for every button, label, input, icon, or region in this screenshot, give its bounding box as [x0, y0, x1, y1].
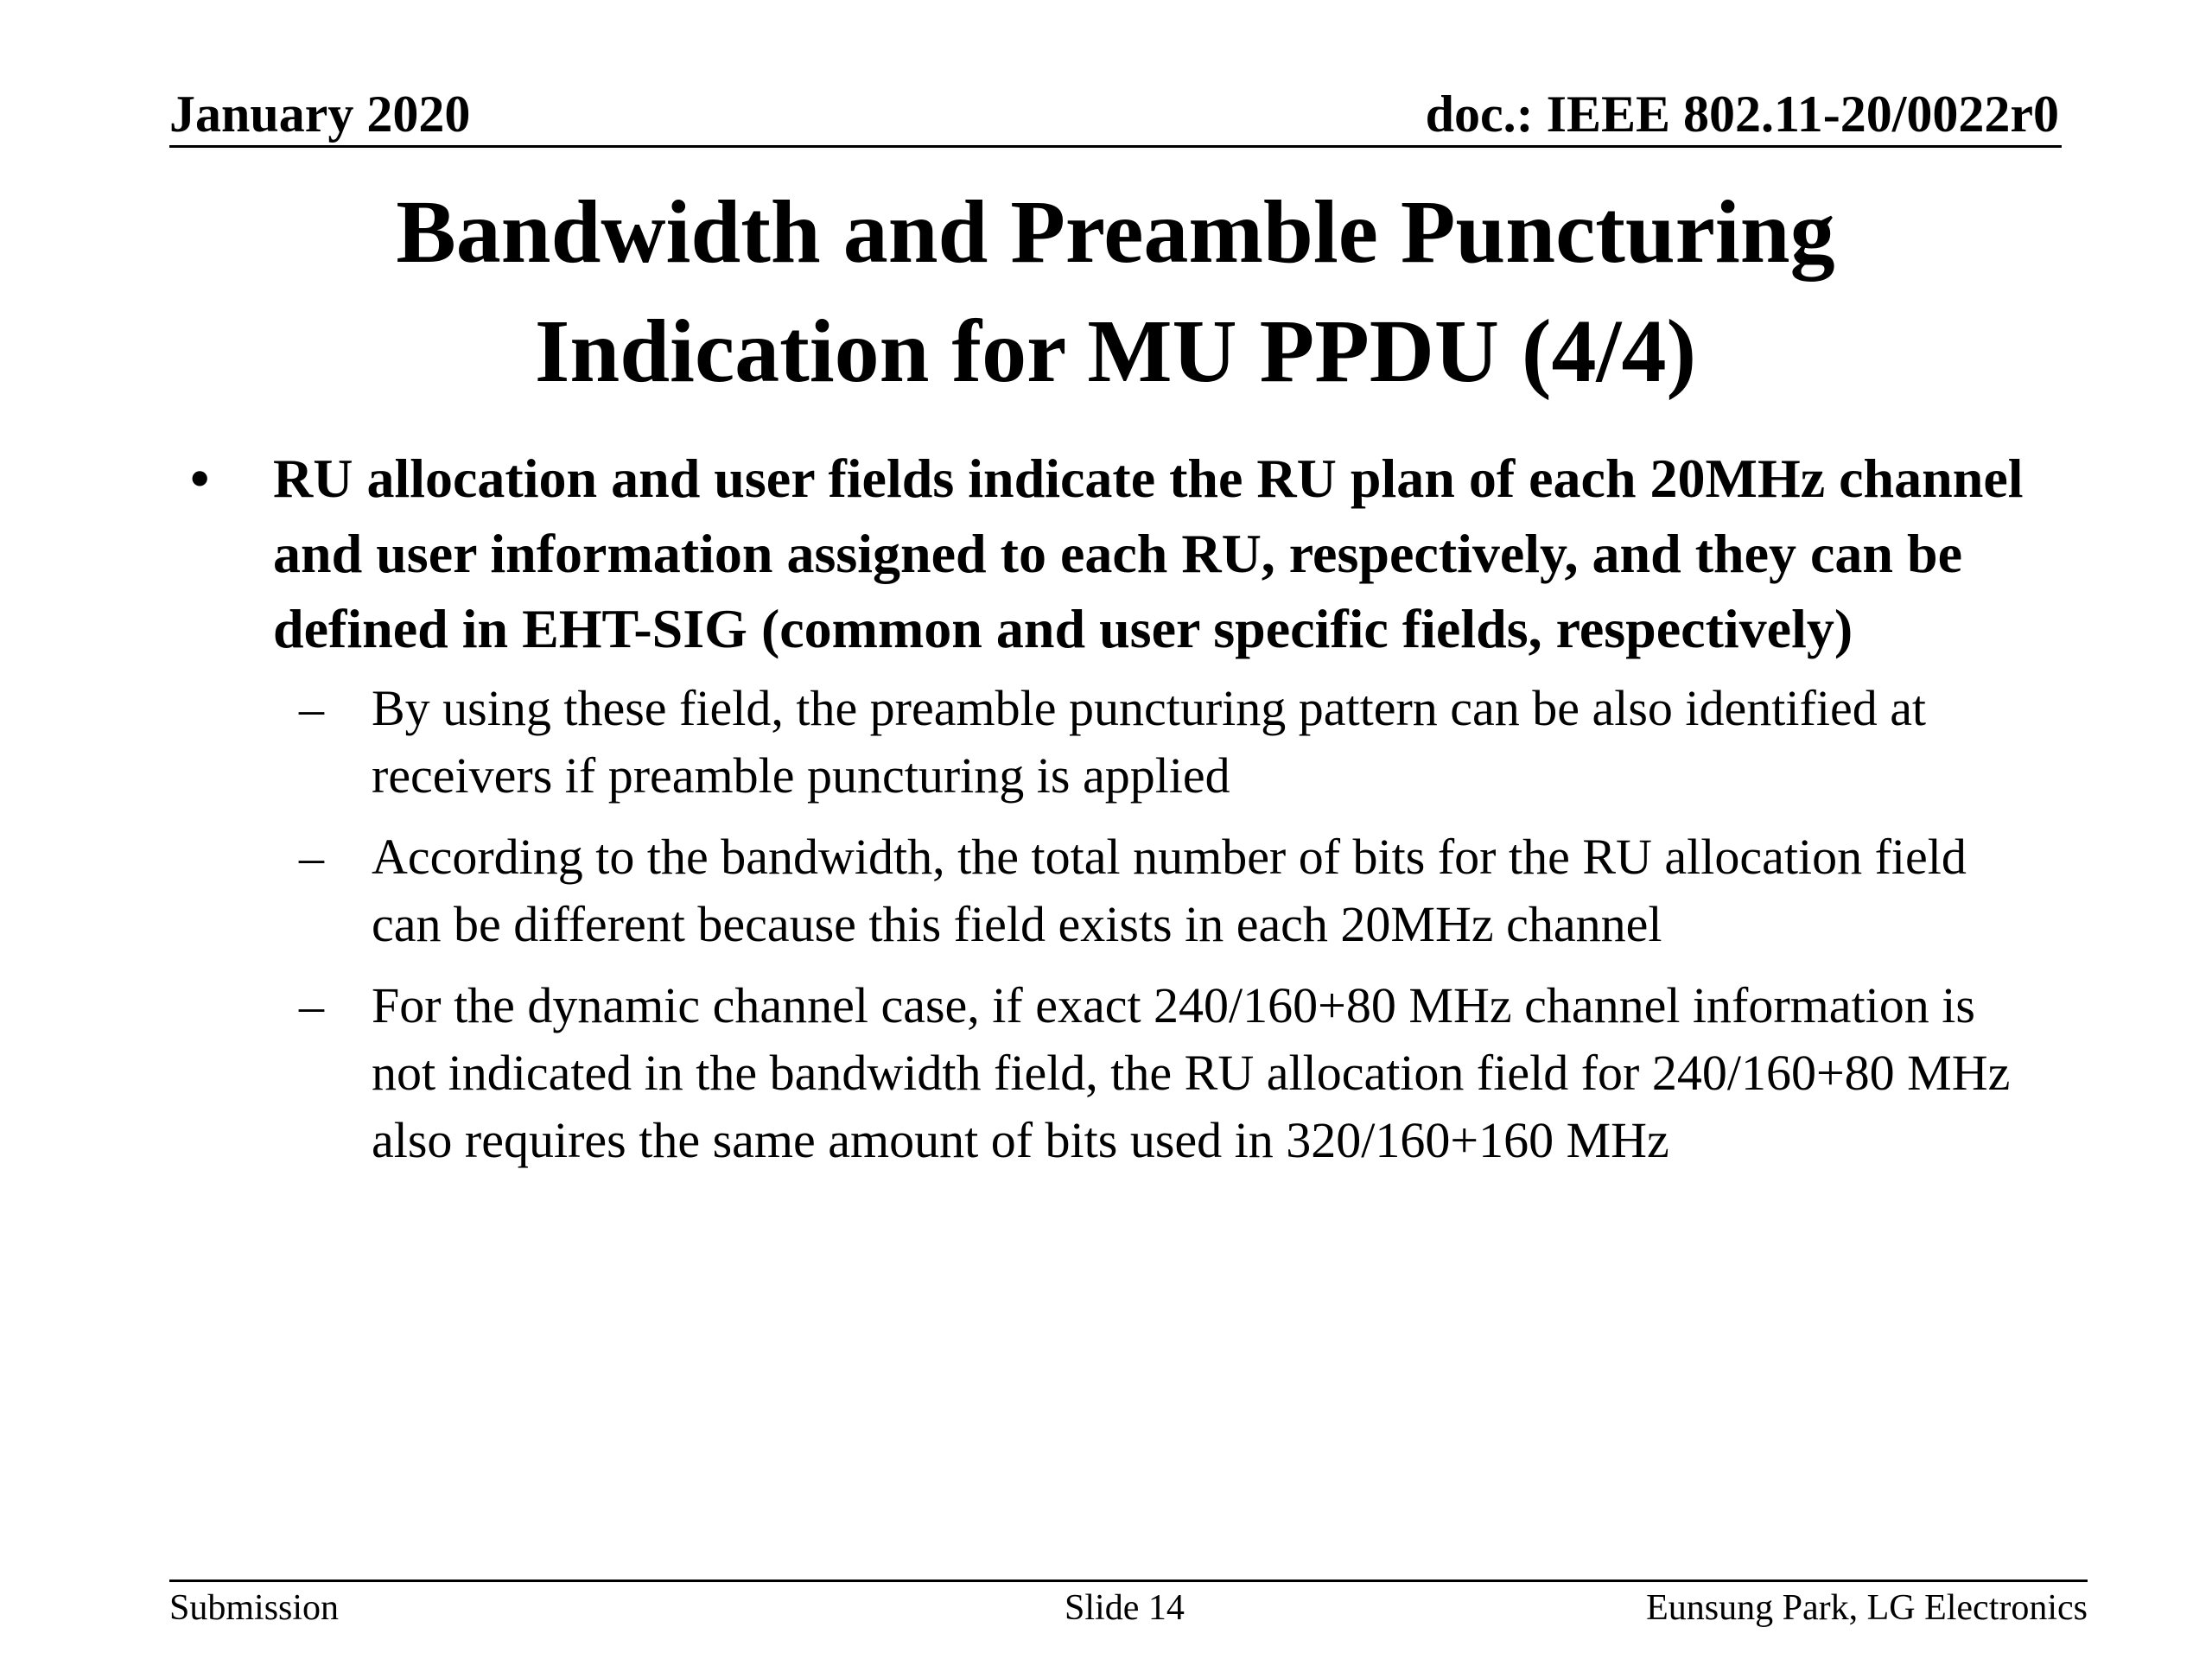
bullet-icon: • [190, 448, 210, 509]
sub-bullet-text: By using these field, the preamble puncturing pattern can be also identified at receivers if preamble puncturing is applied [372, 680, 1927, 804]
sub-bullet-2 [173, 823, 2048, 958]
sub-bullet-list [173, 675, 2048, 1174]
header-date: January 2020 [169, 86, 471, 143]
dash-icon: – [299, 829, 324, 885]
sub-bullet-text: For the dynamic channel case, if exact 240/160+80 MHz channel information is not indicated in the bandwidth field, the RU allocation field for 240/160+80 MHz also requires the same amount of bits used in 320/160+160 MHz [372, 977, 2011, 1168]
slide-title-line-2: Indication for MU PPDU (4/4) [534, 302, 1697, 401]
footer-submission: Submission [169, 1588, 340, 1628]
sub-bullet-text: According to the bandwidth, the total number of bits for the RU allocation field can be different because this field exists in each 20MHz channel [372, 829, 1967, 952]
slide-body [173, 441, 2048, 1188]
footer-author: Eunsung Park, LG Electronics [1646, 1588, 2088, 1628]
main-bullet [173, 441, 2048, 666]
slide-title-line-1: Bandwidth and Preamble Puncturing [396, 182, 1835, 282]
footer-slide-number: Slide 14 [1065, 1588, 1185, 1628]
slide-title [169, 173, 2062, 411]
dash-icon: – [299, 977, 324, 1033]
header-doc-id: doc.: IEEE 802.11-20/0022r0 [1425, 86, 2059, 143]
footer-divider [169, 1580, 2088, 1582]
header-divider [169, 145, 2062, 148]
sub-bullet-3 [173, 972, 2048, 1174]
dash-icon: – [299, 680, 324, 736]
main-bullet-text: RU allocation and user fields indicate the RU plan of each 20MHz channel and user information assigned to each RU, respectively, and they can be defined in EHT-SIG (common and user specific fields, respectively) [273, 448, 2024, 659]
sub-bullet-1 [173, 675, 2048, 810]
